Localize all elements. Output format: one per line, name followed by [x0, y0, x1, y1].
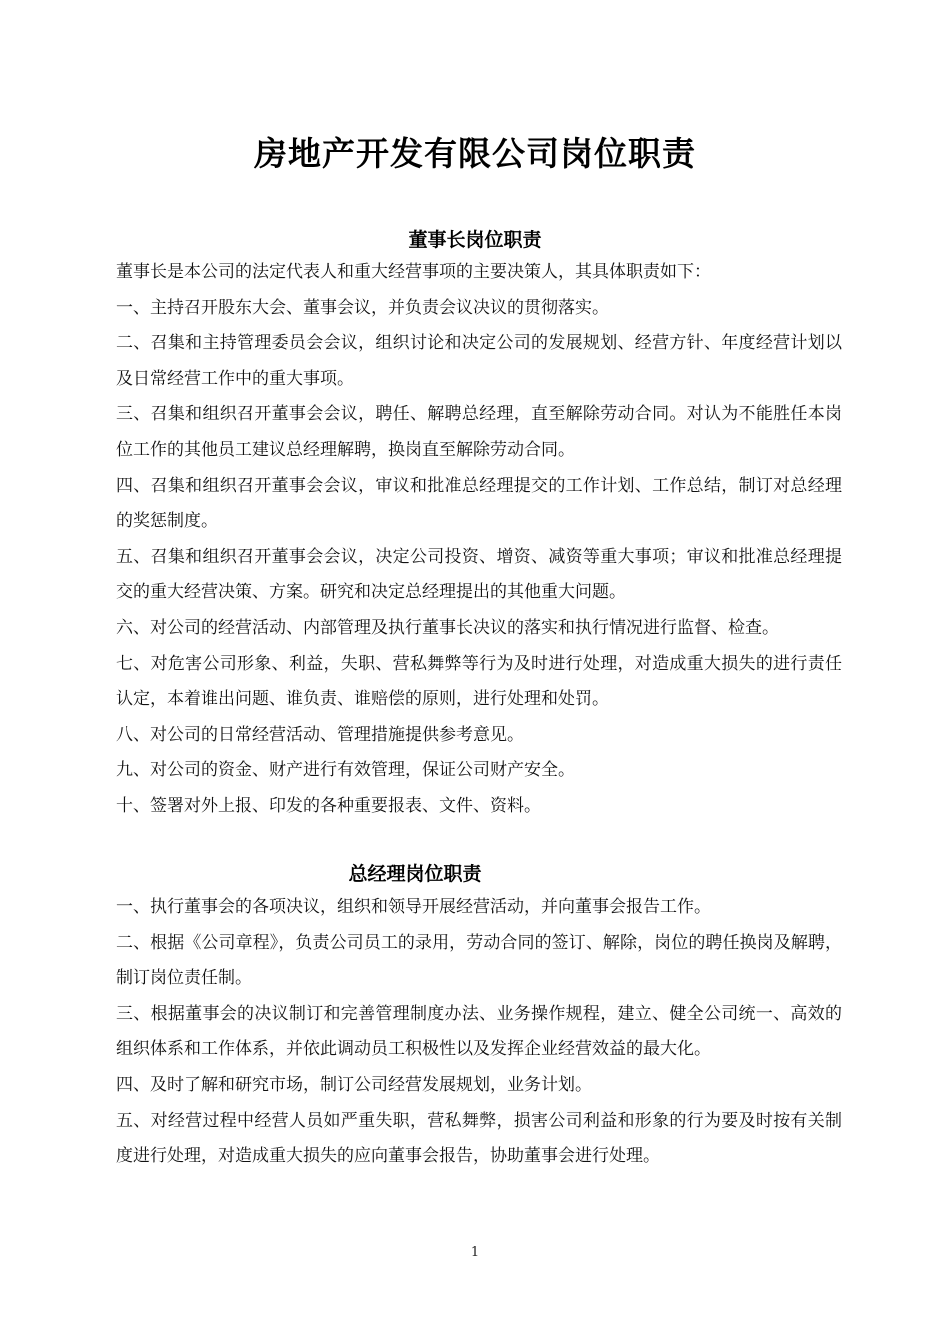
paragraph: 六、对公司的经营活动、内部管理及执行董事长决议的落实和执行情况进行监督、检查。	[116, 617, 779, 638]
paragraph: 一、主持召开股东大会、董事会议，并负责会议决议的贯彻落实。	[116, 297, 609, 318]
section-body-general-manager	[116, 890, 842, 1175]
paragraph: 四、召集和组织召开董事会会议，审议和批准总经理提交的工作计划、工作总结，制订对总经理的奖惩制度。	[116, 475, 842, 532]
section-body-chairman	[116, 255, 842, 825]
paragraph: 董事长是本公司的法定代表人和重大经营事项的主要决策人，其具体职责如下：	[116, 262, 711, 282]
section-heading-chairman: 董事长岗位职责	[408, 229, 542, 251]
paragraph: 五、对经营过程中经营人员如严重失职，营私舞弊，损害公司利益和形象的行为要及时按有关制度进行处理，对造成重大损失的应向董事会报告，协助董事会进行处理。	[116, 1110, 842, 1167]
section-heading-general-manager: 总经理岗位职责	[348, 863, 482, 885]
paragraph: 九、对公司的资金、财产进行有效管理，保证公司财产安全。	[116, 760, 575, 781]
paragraph: 八、对公司的日常经营活动、管理措施提供参考意见。	[116, 724, 524, 745]
paragraph: 一、执行董事会的各项决议，组织和领导开展经营活动，并向董事会报告工作。	[116, 897, 711, 917]
document-title: 房地产开发有限公司岗位职责	[254, 134, 696, 173]
paragraph: 二、根据《公司章程》，负责公司员工的录用，劳动合同的签订、解除，岗位的聘任换岗及解聘，制订岗位责任制。	[116, 932, 842, 989]
paragraph: 三、根据董事会的决议制订和完善管理制度办法、业务操作规程，建立、健全公司统一、高效的组织体系和工作体系，并依此调动员工积极性以及发挥企业经营效益的最大化。	[116, 1003, 842, 1060]
paragraph: 二、召集和主持管理委员会会议，组织讨论和决定公司的发展规划、经营方针、年度经营计划以及日常经营工作中的重大事项。	[116, 333, 842, 389]
page-number: 1	[470, 1245, 480, 1260]
paragraph: 七、对危害公司形象、利益，失职、营私舞弊等行为及时进行处理，对造成重大损失的进行责任认定，本着谁出问题、谁负责、谁赔偿的原则，进行处理和处罚。	[116, 653, 842, 710]
paragraph: 五、召集和组织召开董事会会议，决定公司投资、增资、减资等重大事项；审议和批准总经理提交的重大经营决策、方案。研究和决定总经理提出的其他重大问题。	[116, 546, 842, 603]
paragraph: 十、签署对外上报、印发的各种重要报表、文件、资料。	[116, 795, 541, 816]
paragraph: 三、召集和组织召开董事会会议，聘任、解聘总经理，直至解除劳动合同。对认为不能胜任本岗位工作的其他员工建议总经理解聘，换岗直至解除劳动合同。	[116, 404, 842, 460]
paragraph: 四、及时了解和研究市场，制订公司经营发展规划，业务计划。	[116, 1074, 592, 1095]
